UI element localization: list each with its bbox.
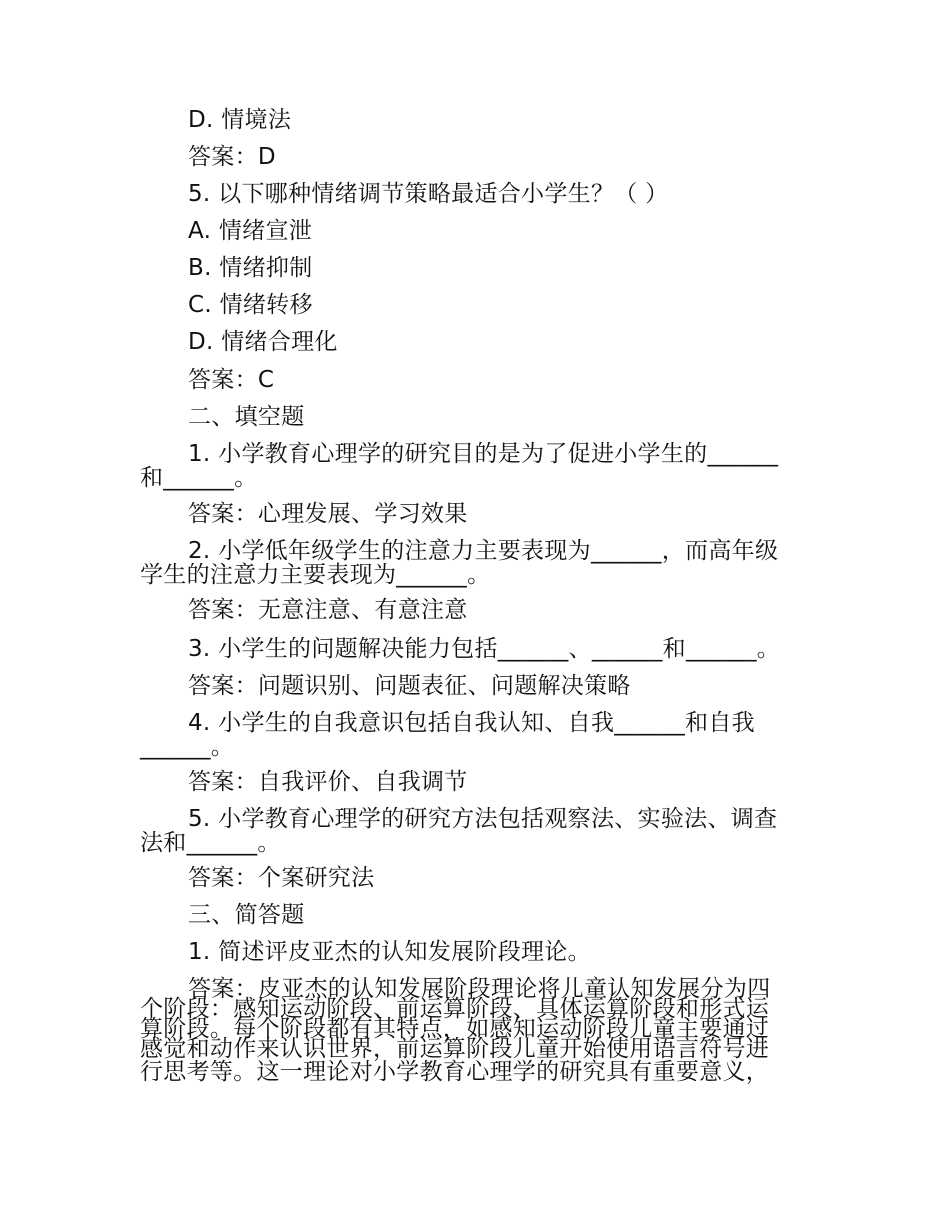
fill-question-3: 3. 小学生的问题解决能力包括______、______和______。 <box>188 636 781 662</box>
fill-question-1-line-1: 1. 小学教育心理学的研究目的是为了促进小学生的______ <box>188 441 779 467</box>
question-5-emotion: 5. 以下哪种情绪调节策略最适合小学生？（ ） <box>188 181 669 207</box>
option-a: A. 情绪宣泄 <box>188 218 313 244</box>
fill-answer-3: 答案：问题识别、问题表征、问题解决策略 <box>188 673 631 699</box>
option-d-situation-method: D. 情境法 <box>188 107 292 133</box>
section-heading-short-answer: 三、简答题 <box>188 902 305 928</box>
fill-question-4-line-2: ______。 <box>140 734 235 760</box>
fill-question-1-line-2: 和______。 <box>140 465 258 491</box>
fill-answer-5: 答案：个案研究法 <box>188 865 375 891</box>
fill-question-4-line-1: 4. 小学生的自我意识包括自我认知、自我______和自我 <box>188 710 755 736</box>
fill-answer-2: 答案：无意注意、有意注意 <box>188 597 468 623</box>
answer-q5: 答案：C <box>188 367 275 393</box>
short-question-1: 1. 简述评皮亚杰的认知发展阶段理论。 <box>188 939 591 965</box>
fill-question-2-line-2: 学生的注意力主要表现为______。 <box>140 562 491 588</box>
fill-question-2-line-1: 2. 小学低年级学生的注意力主要表现为______，而高年级 <box>188 538 779 564</box>
short-answer-1-line-3: 算阶段。每个阶段都有其特点，如感知运动阶段儿童主要通过 <box>140 1016 770 1042</box>
short-answer-1-line-5: 行思考等。这一理论对小学教育心理学的研究具有重要意义， <box>140 1059 770 1085</box>
short-answer-1-line-1: 答案：皮亚杰的认知发展阶段理论将儿童认知发展分为四 <box>188 976 771 1002</box>
fill-question-5-line-2: 法和______。 <box>140 830 281 856</box>
fill-question-5-line-1: 5. 小学教育心理学的研究方法包括观察法、实验法、调查 <box>188 806 778 832</box>
option-d: D. 情绪合理化 <box>188 329 338 355</box>
answer-q4: 答案：D <box>188 144 276 170</box>
short-answer-1-line-4: 感觉和动作来认识世界，前运算阶段儿童开始使用语言符号进 <box>140 1036 770 1062</box>
fill-answer-4: 答案：自我评价、自我调节 <box>188 769 468 795</box>
option-c: C. 情绪转移 <box>188 292 313 318</box>
fill-answer-1: 答案：心理发展、学习效果 <box>188 501 468 527</box>
option-b: B. 情绪抑制 <box>188 255 313 281</box>
section-heading-fill-in: 二、填空题 <box>188 404 305 430</box>
short-answer-1-line-2: 个阶段：感知运动阶段、前运算阶段、具体运算阶段和形式运 <box>140 996 770 1022</box>
